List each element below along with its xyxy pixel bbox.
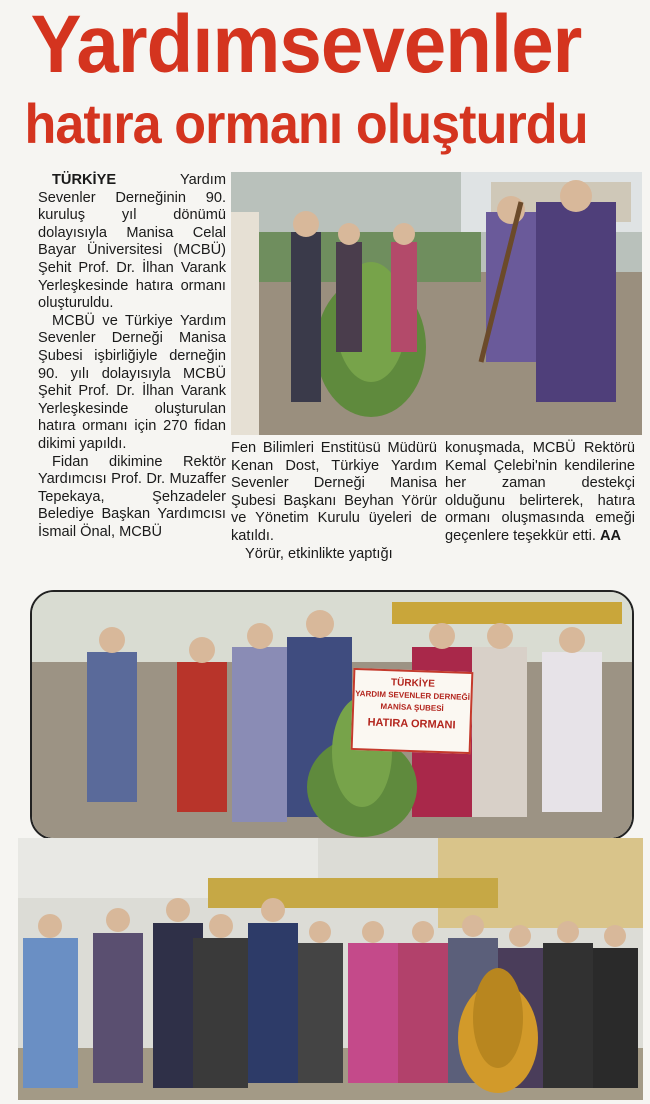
banner-line3: MANİSA ŞUBESİ: [380, 701, 444, 714]
photo-tree-planting: [231, 172, 642, 435]
article-column-2: [231, 440, 437, 563]
agency-credit: AA: [599, 527, 622, 544]
article-column-3: [445, 440, 635, 546]
photo-group-with-banner: [30, 590, 634, 840]
paragraph-5: Yörür, etkinlikte yaptığı: [245, 545, 393, 562]
banner-line4: HATIRA ORMANI: [367, 716, 456, 732]
headline-line1: Yardımsevenler: [30, 0, 582, 90]
headline-line2: hatıra ormanı oluşturdu: [24, 92, 588, 155]
photo-large-group: [18, 838, 643, 1100]
dateline: TÜRKİYE: [52, 172, 117, 188]
paragraph-4: Fen Bilimleri Enstitüsü Müdürü Kenan Dost, Türkiye Yardım Sevenler Derneği Manisa Şubesi Başkanı Beyhan Yörür ve Yönetim Kurulu üyeleri de katıldı.: [231, 440, 437, 544]
memorial-banner: [351, 668, 474, 754]
banner-line2: YARDIM SEVENLER DERNEĞİ: [354, 689, 471, 703]
paragraph-6: konuşmada, MCBÜ Rektörü Kemal Çelebi'nin kendilerine her zaman destekçi olduğunu belirterek, hatıra ormanı oluşmasında emeği geçenlere teşekkür etti.: [445, 440, 635, 544]
paragraph-3: Fidan dikimine Rektör Yardımcısı Prof. Dr. Muzaffer Tepekaya, Şehzadeler Belediye Başkan Yardımcısı İsmail Önal, MCBÜ: [38, 453, 226, 540]
paragraph-2: MCBÜ ve Türkiye Yardım Sevenler Derneği Manisa Şubesi işbirliğiyle derneğin 90. yılı dolayısıyla MCBÜ Şehit Prof. Dr. İlhan Varank Yerleşkesinde oluşturulan hatıra ormanı için 270 fidan dikimi yapıldı.: [38, 312, 226, 452]
article-column-1: [38, 172, 226, 541]
banner-line1: TÜRKİYE: [390, 677, 436, 690]
paragraph-1: Yardım Sevenler Derneğinin 90. kuruluş yıl dönümü dolayısıyla Manisa Celal Bayar Üniversitesi (MCBÜ) Şehit Prof. Dr. İlhan Varank Yerleşkesinde hatıra ormanı oluşturuldu.: [38, 172, 226, 312]
